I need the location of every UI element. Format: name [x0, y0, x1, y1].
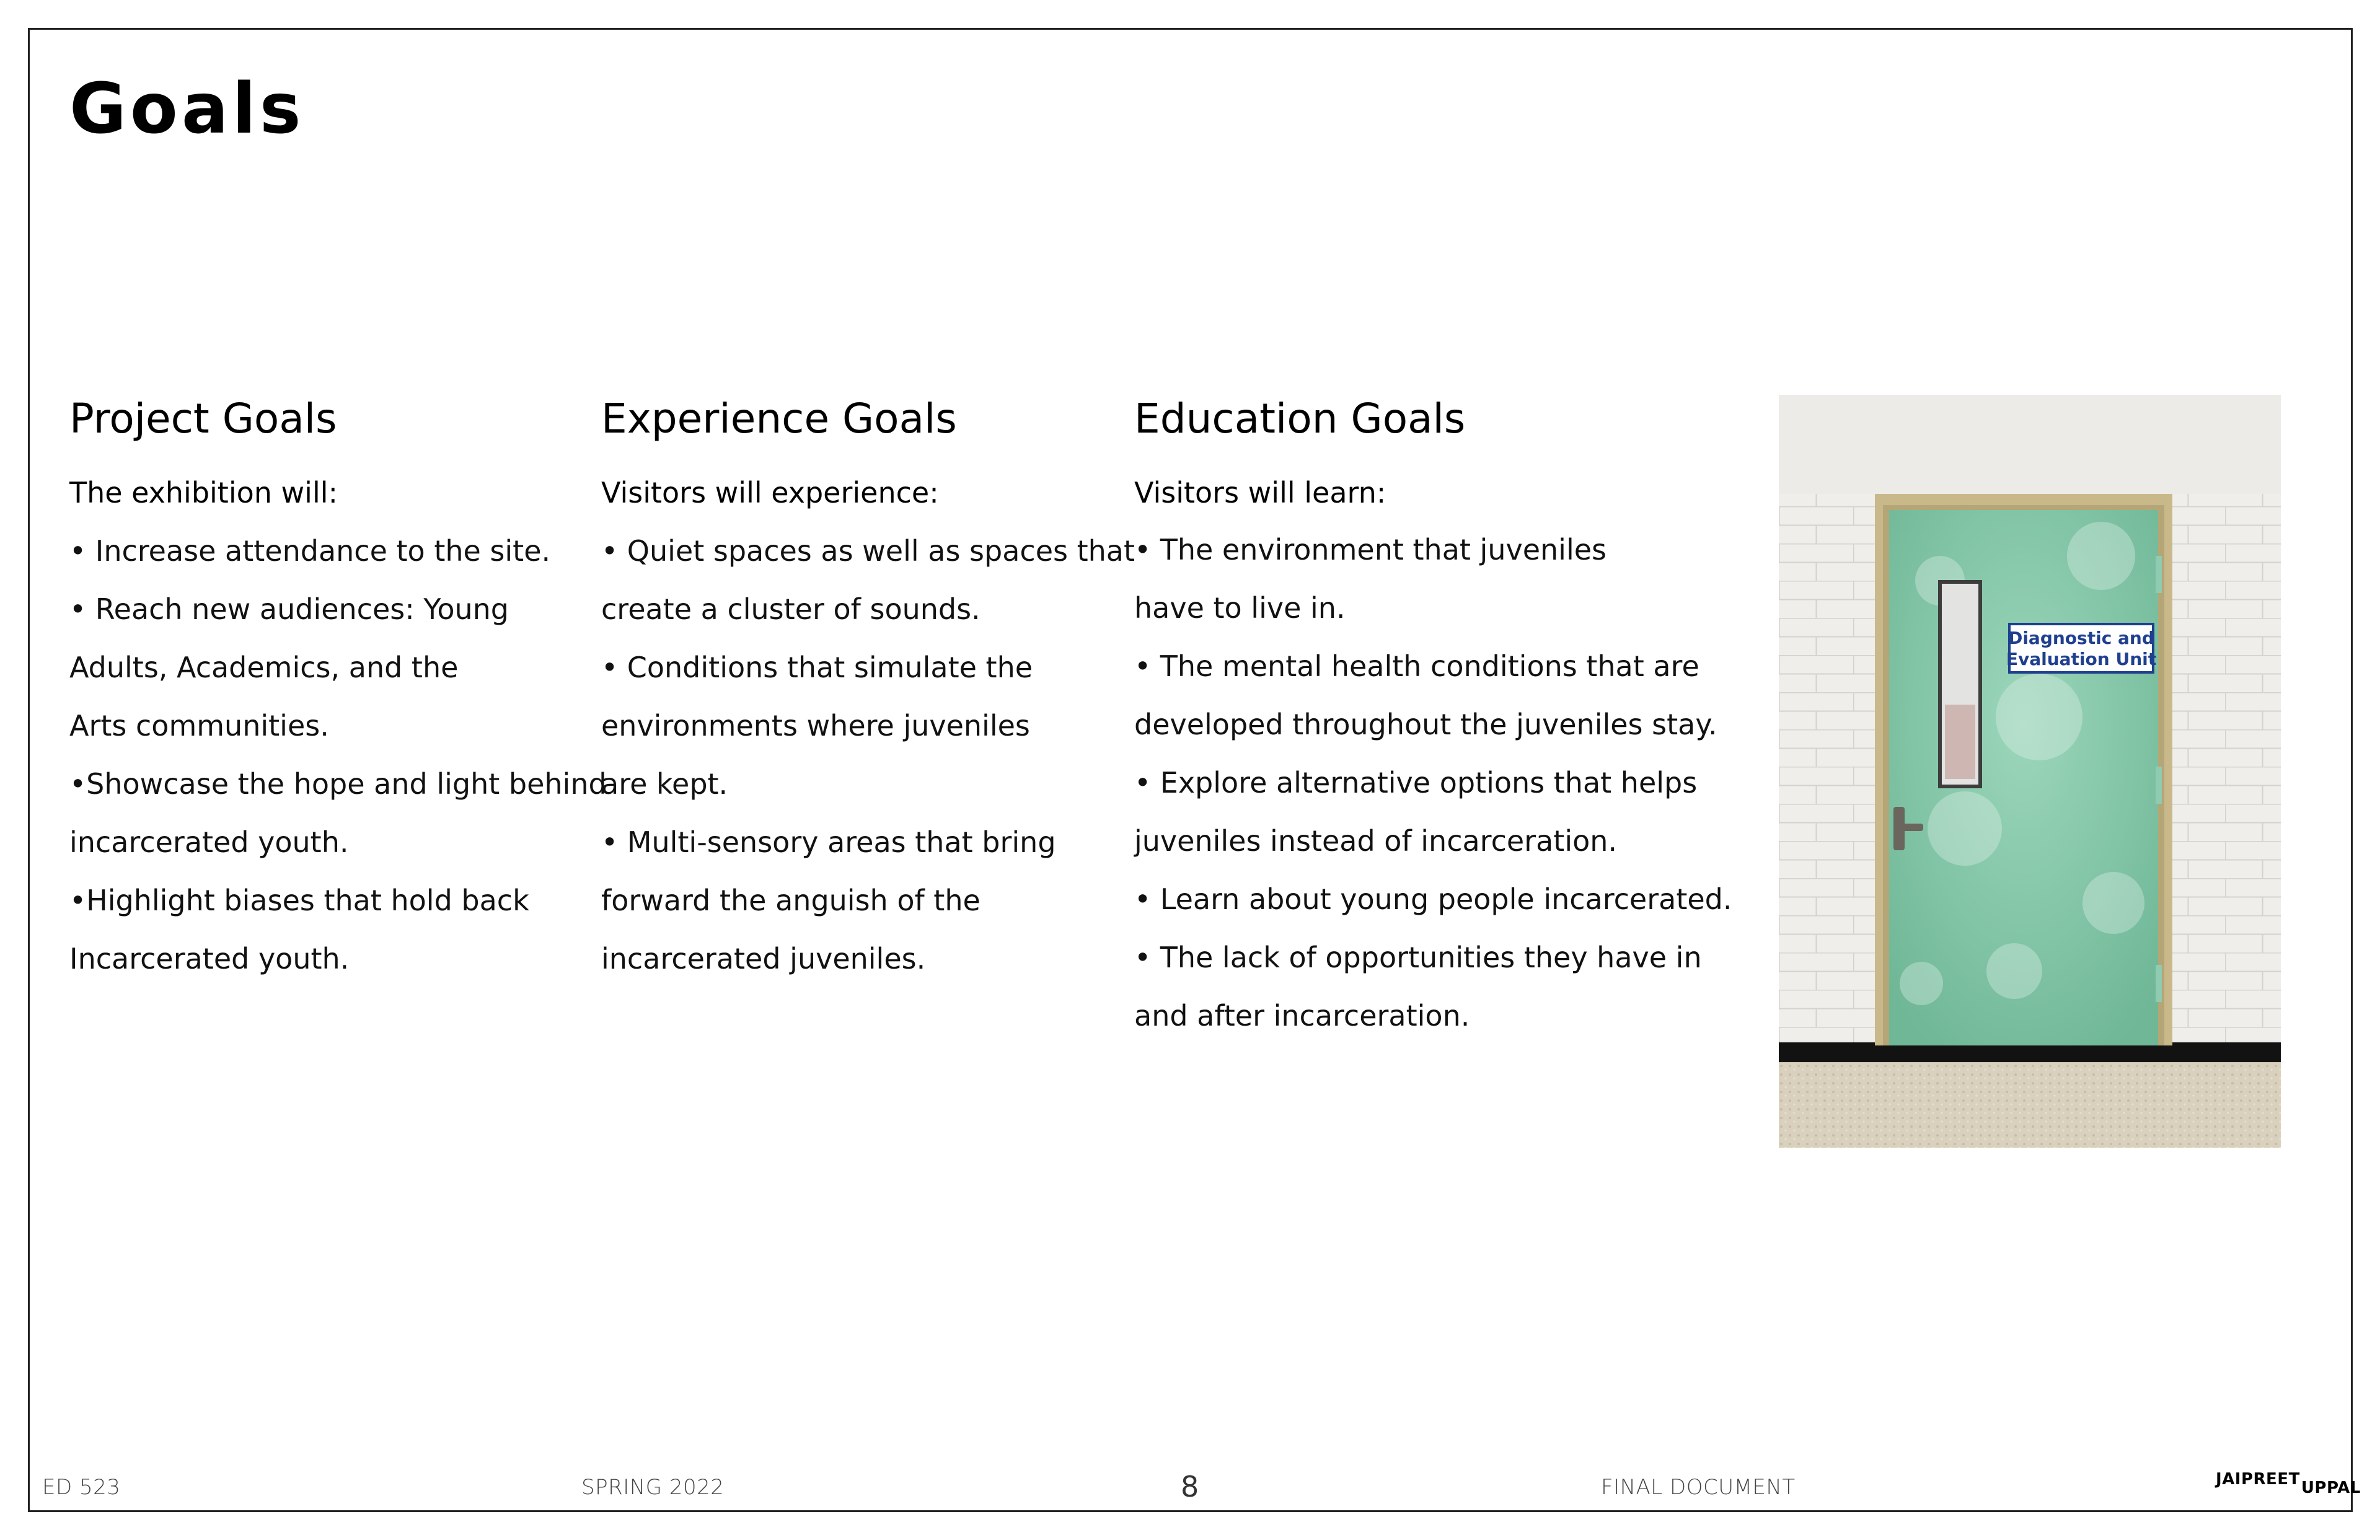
- experience-goals-line: create a cluster of sounds.: [601, 592, 981, 626]
- footer-term: SPRING 2022: [581, 1475, 725, 1500]
- door-photo: [1779, 395, 2281, 1148]
- experience-goals-lead: Visitors will experience:: [601, 476, 939, 509]
- experience-goals-line: • Conditions that simulate the: [601, 651, 1033, 684]
- brand-logo: [2216, 1470, 2361, 1497]
- project-goals-heading: Project Goals: [69, 395, 337, 442]
- project-goals-column: [69, 392, 607, 988]
- experience-goals-line: incarcerated juveniles.: [601, 942, 926, 975]
- page-number: 8: [1181, 1470, 1199, 1503]
- project-goals-line: • Increase attendance to the site.: [69, 534, 551, 568]
- sign-line-2: Evaluation Unit: [2006, 649, 2157, 669]
- ceiling: [1779, 395, 2281, 494]
- education-goals-line: • The environment that juveniles: [1134, 533, 1606, 566]
- brand-part-1: JAIPREET: [2216, 1470, 2300, 1489]
- brand-part-2: UPPAL: [2301, 1479, 2361, 1497]
- experience-goals-line: • Multi-sensory areas that bring: [601, 825, 1056, 859]
- education-goals-line: • Learn about young people incarcerated.: [1134, 882, 1732, 916]
- education-goals-line: • The lack of opportunities they have in: [1134, 941, 1702, 974]
- experience-goals-line: are kept.: [601, 767, 728, 801]
- experience-goals-line: forward the anguish of the: [601, 884, 981, 917]
- education-goals-column: [1134, 392, 1732, 1045]
- education-goals-line: and after incarceration.: [1134, 999, 1470, 1032]
- experience-goals-column: [601, 392, 1135, 988]
- education-goals-line: have to live in.: [1134, 591, 1346, 625]
- project-goals-line: • Reach new audiences: Young: [69, 592, 509, 626]
- education-goals-line: • Explore alternative options that helps: [1134, 766, 1698, 799]
- education-goals-line: juveniles instead of incarceration.: [1134, 824, 1618, 858]
- sign-line-1: Diagnostic and: [2008, 628, 2154, 648]
- experience-goals-line: environments where juveniles: [601, 709, 1030, 742]
- footer-course: ED 523: [42, 1475, 121, 1500]
- education-goals-line: • The mental health conditions that are: [1134, 649, 1699, 683]
- project-goals-line: Arts communities.: [69, 709, 329, 742]
- experience-goals-line: • Quiet spaces as well as spaces that: [601, 534, 1135, 568]
- project-goals-line: Adults, Academics, and the: [69, 651, 459, 684]
- page-title: Goals: [69, 69, 305, 149]
- project-goals-line: incarcerated youth.: [69, 825, 349, 859]
- footer-document: FINAL DOCUMENT: [1601, 1475, 1796, 1500]
- project-goals-line: •Showcase the hope and light behind: [69, 767, 607, 801]
- experience-goals-heading: Experience Goals: [601, 395, 957, 442]
- education-goals-heading: Education Goals: [1134, 395, 1466, 442]
- education-goals-lead: Visitors will learn:: [1134, 476, 1386, 509]
- project-goals-line: Incarcerated youth.: [69, 942, 350, 975]
- project-goals-lead: The exhibition will:: [69, 476, 338, 509]
- floor: [1779, 1062, 2281, 1148]
- education-goals-line: developed throughout the juveniles stay.: [1134, 708, 1717, 741]
- project-goals-line: •Highlight biases that hold back: [69, 884, 529, 917]
